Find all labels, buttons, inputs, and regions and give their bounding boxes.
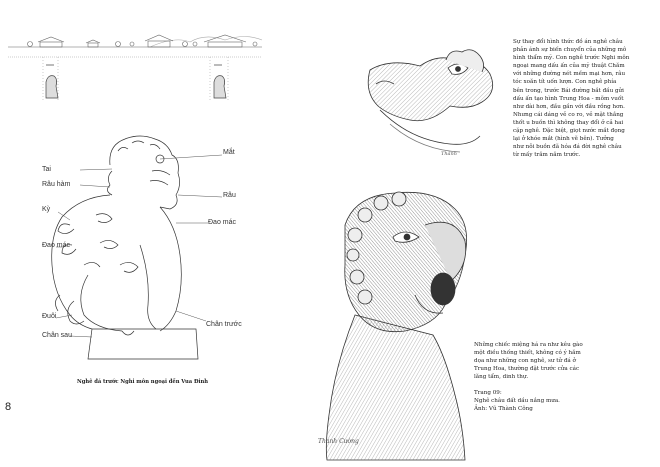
label-duoi: Đuôi <box>42 313 57 320</box>
top-line: ngoại mang dấu ấn của mỹ thuật Chăm <box>513 63 625 70</box>
top-line: từ mấy trăm năm trước. <box>513 152 581 159</box>
top-line: với những đường nét mềm mại hơn, râu <box>513 71 626 78</box>
label-rau-ham: Râu hàm <box>42 181 71 188</box>
label-chan-truoc: Chân trước <box>206 321 242 328</box>
top-paragraph <box>513 38 648 159</box>
label-rau: Râu <box>223 192 236 199</box>
bottom-line: Những chiếc miệng há ra như kêu gào <box>474 342 583 348</box>
signature-bottom: Thanh Cường <box>318 438 359 445</box>
top-line: Sự thay đổi hình thức đồ án nghê châu <box>513 39 623 45</box>
page-number: 8 <box>5 401 12 413</box>
photo-credit-block <box>474 389 609 413</box>
top-line: lại ở khóe mắt (hình vẽ bên). Tưởng <box>513 136 614 143</box>
bottom-paragraph <box>474 341 609 381</box>
bottom-line: Trung Hoa, thường đặt trước cửa các <box>474 366 580 373</box>
diagram-caption: Nghê đá trước Nghi môn ngoại đền Vua Đinh <box>77 379 208 385</box>
bottom-line: dọa như những con nghê, sư tử đá ở <box>474 358 576 365</box>
photo-credit: Ảnh: Vũ Thành Công <box>474 406 533 413</box>
label-dao-mac-right: Đao mác <box>208 219 237 226</box>
top-line: như nỗi buồn đã hóa đá đời nghê châu <box>513 144 622 151</box>
top-line: như dài hơn, đầu gần với đầu rồng hơn. <box>513 103 625 110</box>
top-line: hình thẩm mỹ. Con nghê trước Nghi môn <box>513 55 630 62</box>
top-line: bên trong, trước Bái đường bắt đầu gửi <box>513 87 624 94</box>
bottom-line: một điều thống thiết, không có ý hăm <box>474 350 581 357</box>
bottom-line: lăng tẩm, dinh thự. <box>474 374 529 381</box>
nghe-large-sketch <box>315 185 475 465</box>
top-line: dấu ấn tạo hình Trung Hoa - mõm vuốt <box>513 95 624 102</box>
signature-top: Thành <box>441 151 457 157</box>
top-line: cặp nghê. Đặc biệt, giọt nước mắt đọng <box>513 128 625 135</box>
top-line: tóc xoăn tít uốn lượn. Con nghê phía <box>513 79 617 86</box>
label-dao-mac-left: Đao mác <box>42 242 71 249</box>
page-reference: Trang 09: <box>474 390 502 396</box>
top-line: phản ánh sự biến chuyển của những mô <box>513 47 627 54</box>
nghe-labeled-diagram <box>0 125 260 375</box>
photo-caption: Nghê châu đất dầu nắng mưa. <box>474 398 560 405</box>
label-mat: Mắt <box>223 149 235 156</box>
top-line: Nhưng cái dáng vẻ co ro, vẻ mặt thắng <box>513 111 624 118</box>
label-ky: Kỳ <box>42 206 51 213</box>
top-line: thốt u buồn thì không thay đổi ở cả hai <box>513 119 624 126</box>
label-chan-sau: Chân sau <box>42 332 72 339</box>
nghe-head-sketch-top <box>350 40 510 160</box>
label-tai: Tai <box>42 166 51 173</box>
